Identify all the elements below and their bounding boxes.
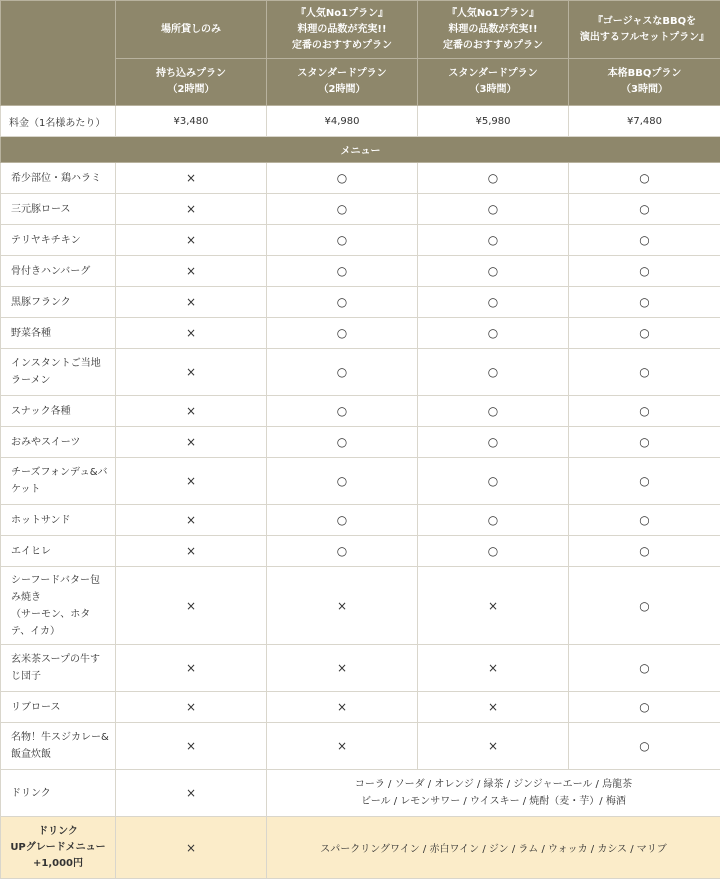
availability-mark: × [116, 396, 267, 427]
menu-row [1, 225, 720, 256]
availability-mark: ○ [569, 723, 720, 770]
availability-mark: ○ [418, 505, 569, 536]
menu-row [1, 287, 720, 318]
menu-row [1, 458, 720, 505]
availability-mark: ○ [569, 427, 720, 458]
menu-row [1, 536, 720, 567]
upgrade-label [1, 817, 116, 879]
upgrade-label-line: UPグレードメニュー [10, 841, 106, 853]
availability-mark: ○ [418, 458, 569, 505]
availability-mark: × [267, 567, 418, 645]
menu-item-name: おみやスイーツ [1, 427, 116, 458]
availability-mark: × [116, 567, 267, 645]
menu-item-name: 玄米茶スープの牛す じ団子 [1, 645, 116, 692]
availability-mark: × [116, 427, 267, 458]
menu-row [1, 318, 720, 349]
menu-row [1, 194, 720, 225]
availability-mark: ○ [267, 194, 418, 225]
availability-mark: × [418, 723, 569, 770]
menu-item-name: 名物！牛スジカレー& 飯盒炊飯 [1, 723, 116, 770]
menu-row [1, 256, 720, 287]
menu-row [1, 396, 720, 427]
availability-mark: × [116, 458, 267, 505]
availability-mark: × [116, 645, 267, 692]
plan-name: 本格BBQプラン （3時間） [569, 59, 720, 106]
price-value: ¥4,980 [267, 106, 418, 137]
availability-mark: ○ [267, 349, 418, 396]
availability-mark: ○ [267, 458, 418, 505]
availability-mark: ○ [569, 567, 720, 645]
availability-mark: ○ [267, 256, 418, 287]
availability-mark: × [116, 256, 267, 287]
availability-mark: ○ [569, 194, 720, 225]
menu-item-name: 黒豚フランク [1, 287, 116, 318]
drink-list [267, 770, 720, 817]
availability-mark: × [418, 692, 569, 723]
availability-mark: ○ [267, 287, 418, 318]
availability-mark: ○ [267, 163, 418, 194]
availability-mark: ○ [418, 194, 569, 225]
corner-cell [1, 1, 116, 106]
menu-row [1, 645, 720, 692]
menu-item-name: チーズフォンデュ&バ ケット [1, 458, 116, 505]
plan-category: 『人気No1プラン』 料理の品数が充実!! 定番のおすすめプラン [267, 1, 418, 59]
drink-list-soft: コーラ / ソーダ / オレンジ / 緑茶 / ジンジャーエール / 烏龍茶 [354, 779, 633, 790]
availability-mark: × [116, 505, 267, 536]
availability-mark: ○ [569, 692, 720, 723]
plan-name: スタンダードプラン （2時間） [267, 59, 418, 106]
availability-mark: × [418, 645, 569, 692]
upgrade-row [1, 817, 720, 879]
price-value: ¥3,480 [116, 106, 267, 137]
availability-mark: ○ [267, 427, 418, 458]
availability-mark: ○ [418, 287, 569, 318]
availability-mark: × [418, 567, 569, 645]
drink-list-alcohol: ビール / レモンサワー / ウイスキー / 焼酎（麦・芋）/ 梅酒 [361, 796, 626, 807]
plan-name: スタンダードプラン （3時間） [418, 59, 569, 106]
menu-item-name: リブロース [1, 692, 116, 723]
menu-item-name: 三元豚ロース [1, 194, 116, 225]
availability-mark: × [267, 645, 418, 692]
availability-mark: ○ [569, 396, 720, 427]
availability-mark: × [116, 770, 267, 817]
availability-mark: × [116, 163, 267, 194]
price-value: ¥7,480 [569, 106, 720, 137]
availability-mark: ○ [267, 536, 418, 567]
availability-mark: ○ [569, 225, 720, 256]
availability-mark: × [116, 318, 267, 349]
availability-mark: × [116, 194, 267, 225]
upgrade-drink-list: スパークリングワイン / 赤白ワイン / ジン / ラム / ウォッカ / カシス / マリブ [267, 817, 720, 879]
menu-section-header: メニュー [1, 137, 720, 163]
price-label: 料金（1名様あたり） [1, 106, 116, 137]
menu-item-name: スナック各種 [1, 396, 116, 427]
plan-category: 『人気No1プラン』 料理の品数が充実!! 定番のおすすめプラン [418, 1, 569, 59]
upgrade-price: +1,000円 [32, 857, 83, 869]
availability-mark: × [116, 817, 267, 879]
menu-row [1, 723, 720, 770]
availability-mark: ○ [569, 505, 720, 536]
menu-row [1, 505, 720, 536]
availability-mark: ○ [418, 349, 569, 396]
menu-item-name: インスタントご当地 ラーメン [1, 349, 116, 396]
plan-category: 場所貸しのみ [116, 1, 267, 59]
availability-mark: ○ [418, 427, 569, 458]
plan-name: 持ち込みプラン （2時間） [116, 59, 267, 106]
drink-row [1, 770, 720, 817]
availability-mark: ○ [418, 256, 569, 287]
availability-mark: ○ [569, 256, 720, 287]
menu-row [1, 427, 720, 458]
availability-mark: × [116, 349, 267, 396]
menu-item-name: ホットサンド [1, 505, 116, 536]
availability-mark: ○ [418, 225, 569, 256]
availability-mark: × [267, 692, 418, 723]
menu-item-name: 骨付きハンバーグ [1, 256, 116, 287]
availability-mark: × [116, 692, 267, 723]
menu-item-name: 野菜各種 [1, 318, 116, 349]
menu-row [1, 567, 720, 645]
availability-mark: × [116, 536, 267, 567]
plan-category: 『ゴージャスなBBQを 演出するフルセットプラン』 [569, 1, 720, 59]
availability-mark: ○ [569, 163, 720, 194]
availability-mark: × [116, 287, 267, 318]
availability-mark: ○ [267, 225, 418, 256]
menu-item-name: テリヤキチキン [1, 225, 116, 256]
availability-mark: ○ [418, 163, 569, 194]
availability-mark: × [267, 723, 418, 770]
menu-item-name: シーフードバター包 み焼き （サーモン、ホタ テ、イカ） [1, 567, 116, 645]
availability-mark: ○ [267, 396, 418, 427]
availability-mark: ○ [267, 505, 418, 536]
availability-mark: ○ [418, 536, 569, 567]
menu-row [1, 163, 720, 194]
availability-mark: ○ [569, 645, 720, 692]
availability-mark: ○ [569, 318, 720, 349]
availability-mark: × [116, 225, 267, 256]
menu-row [1, 692, 720, 723]
availability-mark: × [116, 723, 267, 770]
availability-mark: ○ [569, 458, 720, 505]
availability-mark: ○ [569, 536, 720, 567]
menu-row [1, 349, 720, 396]
menu-item-name: 希少部位・鶏ハラミ [1, 163, 116, 194]
availability-mark: ○ [569, 287, 720, 318]
menu-item-name: エイヒレ [1, 536, 116, 567]
availability-mark: ○ [418, 318, 569, 349]
drink-label: ドリンク [1, 770, 116, 817]
availability-mark: ○ [267, 318, 418, 349]
availability-mark: ○ [569, 349, 720, 396]
price-value: ¥5,980 [418, 106, 569, 137]
upgrade-label-line: ドリンク [38, 825, 78, 837]
availability-mark: ○ [418, 396, 569, 427]
